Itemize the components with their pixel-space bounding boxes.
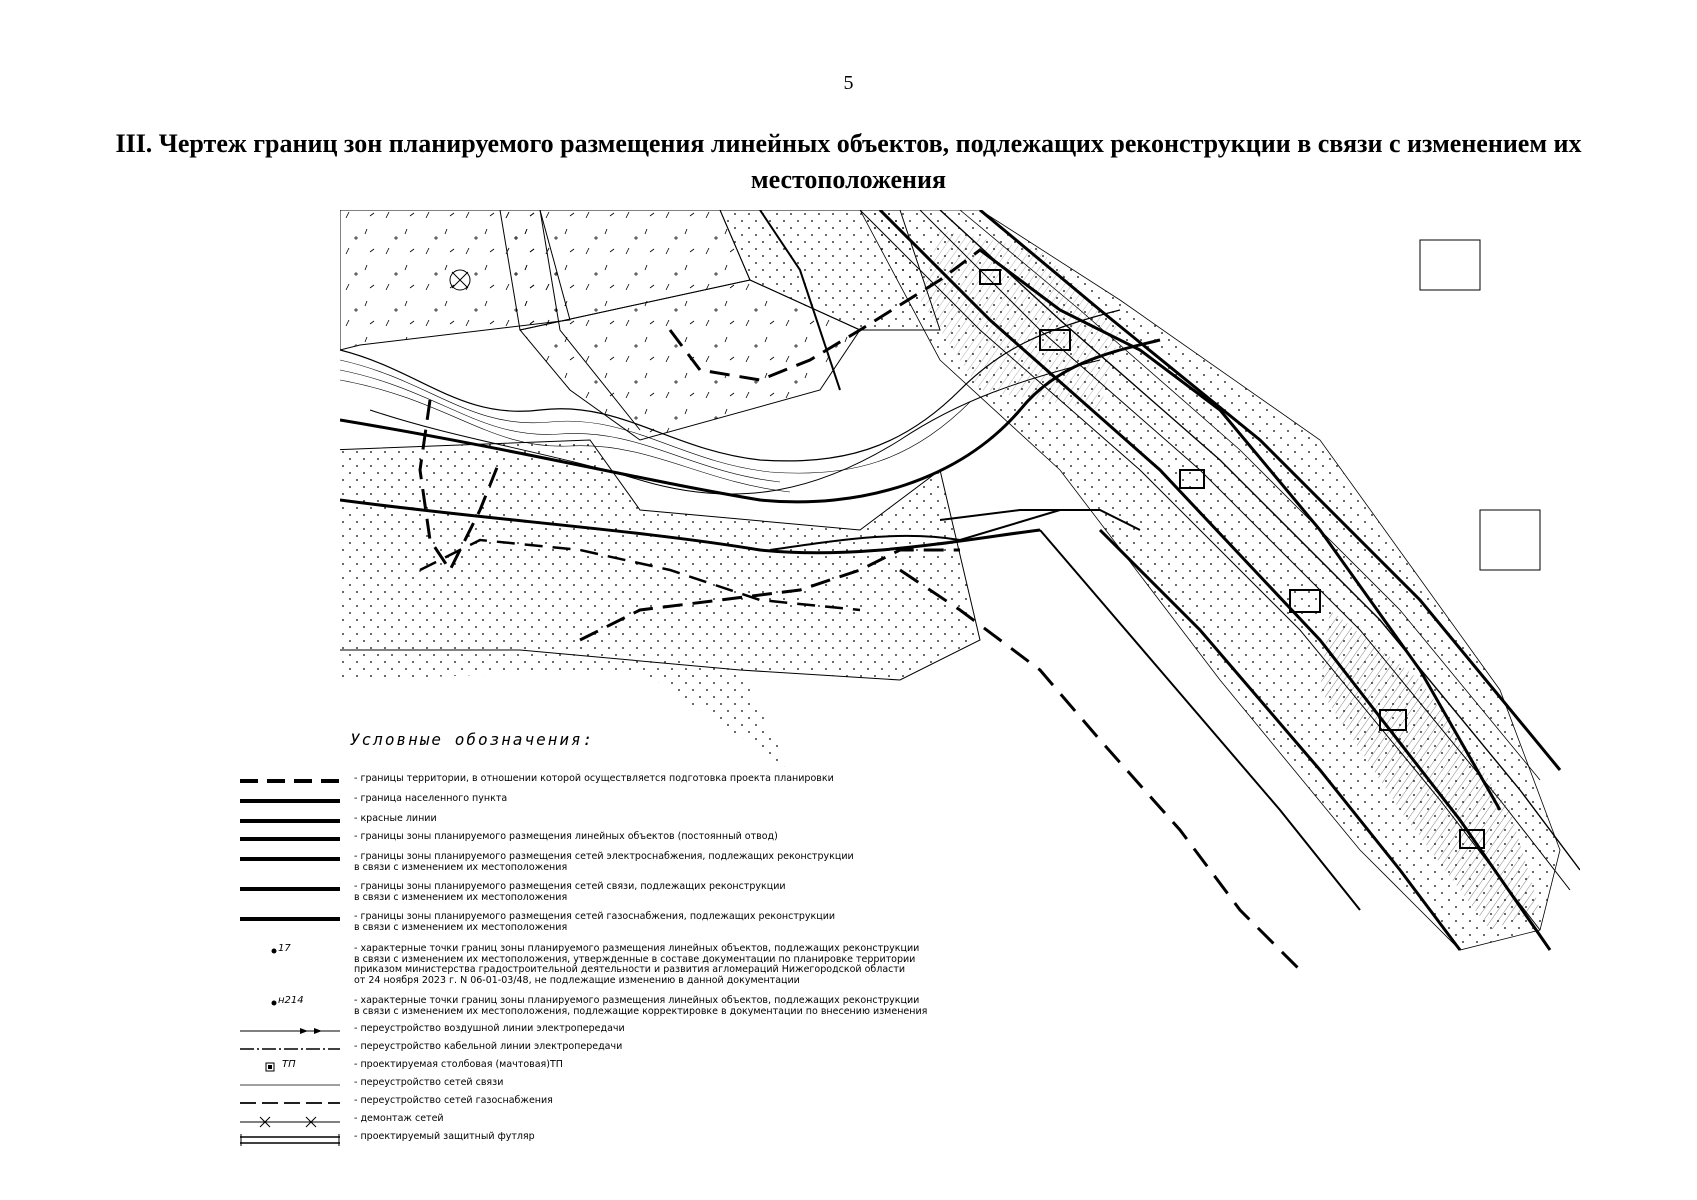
point-symbol: [240, 943, 340, 956]
solid-line-symbol: [240, 884, 340, 894]
legend-label: - характерные точки границ зоны планируемого размещения линейных объектов, подлежащих реконструкции в связи с изменением их местоположения, утвержденные в составе документации по планировке территории приказом министерства градостроительной деятельности и развития агломераций Нижегородской области от 24 ноября 2023 г. N 06-01-03/48, не подлежащие изменению в данной документации: [354, 943, 920, 986]
legend-label: - переустройство сетей газоснабжения: [354, 1095, 553, 1106]
solid-line-symbol: [240, 914, 340, 924]
legend-label: - границы зоны планируемого размещения сетей газоснабжения, подлежащих реконструкции в связи с изменением их местоположения: [354, 911, 836, 933]
cable-line-symbol: [240, 1044, 340, 1054]
point-label: н214: [278, 995, 304, 1006]
solid-line-symbol: [240, 854, 340, 864]
legend-label: - красные линии: [354, 813, 437, 824]
legend-label: - границы территории, в отношении которой осуществляется подготовка проекта планировки: [354, 773, 834, 784]
solid-line-symbol: [240, 834, 340, 844]
point-label: 17: [278, 943, 291, 954]
legend-label: - границы зоны планируемого размещения сетей связи, подлежащих реконструкции в связи с изменением их местоположения: [354, 881, 786, 903]
overhead-line-symbol: [240, 1026, 340, 1036]
legend-heading: Условные обозначения:: [350, 730, 595, 749]
page-title: III. Чертеж границ зон планируемого размещения линейных объектов, подлежащих реконструкции в связи с изменением их местоположения: [115, 129, 1582, 194]
legend-label: - границы зоны планируемого размещения линейных объектов (постоянный отвод): [354, 831, 778, 842]
legend-label: - проектируемая столбовая (мачтовая)ТП: [354, 1059, 563, 1070]
cross-line-symbol: [240, 1116, 340, 1128]
point-symbol: [240, 995, 340, 1008]
legend-label: - переустройство сетей связи: [354, 1077, 504, 1088]
legend-label: - демонтаж сетей: [354, 1113, 444, 1124]
page-number: 5: [843, 72, 854, 94]
solid-line-symbol: [240, 796, 340, 806]
double-line-symbol: [240, 1134, 340, 1146]
legend-label: - переустройство кабельной линии электропередачи: [354, 1041, 623, 1052]
legend-label: - характерные точки границ зоны планируемого размещения линейных объектов, подлежащих реконструкции в связи с изменением их местоположения, подлежащие корректировке в документации по внесению изменения: [354, 995, 928, 1017]
tp-label: ТП: [282, 1059, 296, 1070]
legend-label: - проектируемый защитный футляр: [354, 1131, 535, 1142]
tp-box-symbol: [240, 1059, 340, 1072]
solid-line-symbol: [240, 816, 340, 826]
legend-label: - границы зоны планируемого размещения сетей электроснабжения, подлежащих реконструкции в связи с изменением их местоположения: [354, 851, 854, 873]
gas-line-symbol: [240, 1098, 340, 1108]
legend-label: - граница населенного пункта: [354, 793, 508, 804]
legend-label: - переустройство воздушной линии электропередачи: [354, 1023, 625, 1034]
thin-line-symbol: [240, 1080, 340, 1090]
dashed-line-symbol: [240, 776, 340, 786]
